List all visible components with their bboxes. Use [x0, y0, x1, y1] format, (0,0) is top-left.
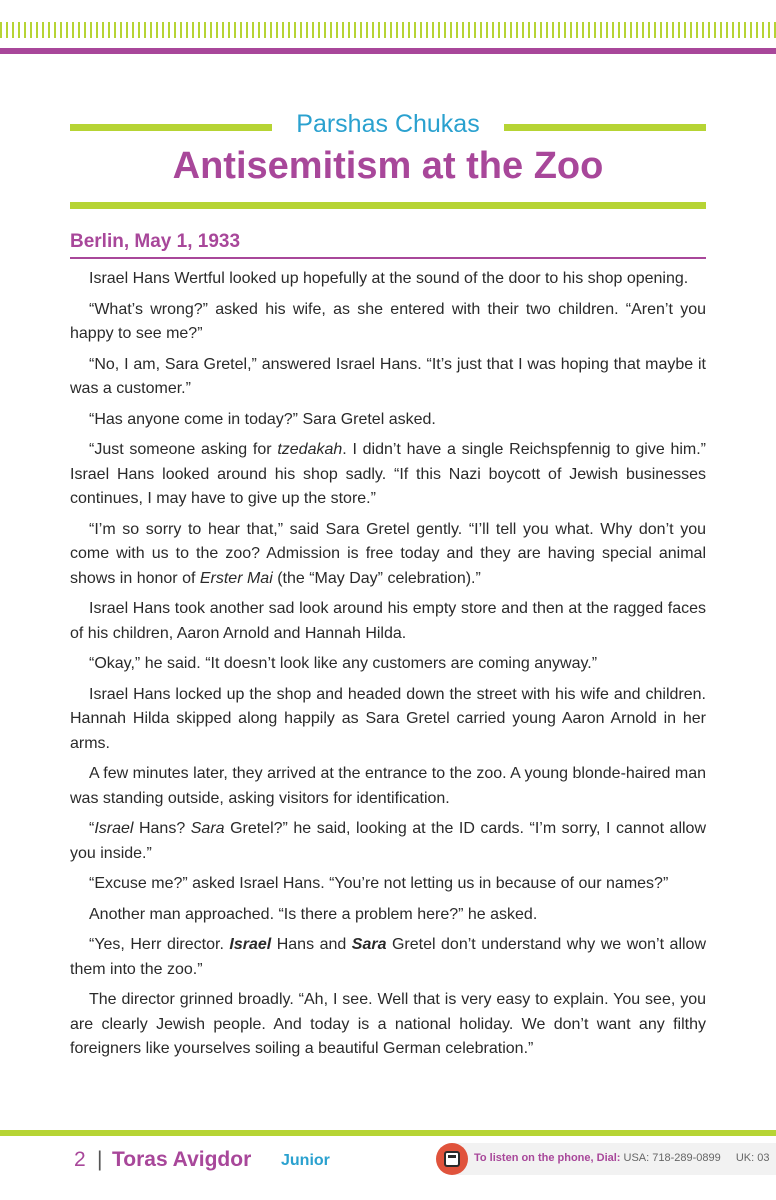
paragraph: A few minutes later, they arrived at the entrance to the zoo. A young blonde-haired man was standing outside, asking visitors for identification.: [70, 765, 706, 807]
paragraph: “Excuse me?” asked Israel Hans. “You’re not letting us in because of our names?”: [89, 875, 669, 892]
phone-lead: To listen on the phone, Dial:: [474, 1152, 621, 1164]
footer-separator: |: [97, 1148, 103, 1171]
paragraph: [70, 817, 706, 866]
text-run: “: [89, 820, 95, 837]
text-run: “I’m so sorry to hear that,” said Sara Gretel gently. “I’ll tell you what. Why don’t you come with us to the zoo? Admission is free today and they are having special animal shows in honor of: [70, 520, 706, 587]
italic-name: Israel: [94, 820, 134, 837]
text-run: “Just someone asking for: [89, 441, 278, 458]
paragraph: [70, 438, 706, 512]
text-run: Hans?: [133, 820, 191, 837]
paragraph: “No, I am, Sara Gretel,” answered Israel Hans. “It’s just that I was hoping that maybe it was a customer.”: [70, 355, 706, 397]
title-underline: [70, 202, 706, 209]
phone-icon: [436, 1143, 468, 1175]
paragraph: [70, 933, 706, 982]
top-purple-bar: [0, 48, 776, 54]
phone-info: [474, 1151, 769, 1165]
bold-italic-name: Israel: [229, 936, 272, 953]
subtitle-row: [70, 108, 706, 144]
text-run: Hans and: [271, 936, 352, 953]
top-decorative-ticks: [0, 22, 776, 38]
footer: [0, 1140, 776, 1180]
text-run: “Yes, Herr director.: [89, 936, 230, 953]
paragraph: Another man approached. “Is there a problem here?” he asked.: [89, 905, 538, 923]
paragraph: Israel Hans locked up the shop and headed down the street with his wife and children. Hannah Hilda skipped along happily as Sara Gretel carried young Aaron Arnold in her arms.: [70, 685, 706, 752]
section-heading: Berlin, May 1, 1933: [70, 229, 706, 259]
brand-junior-text: Junior: [281, 1152, 330, 1169]
paragraph: Israel Hans Wertful looked up hopefully at the sound of the door to his shop opening.: [89, 270, 689, 287]
text-run: Gretel?” he said, looking at the ID cards. “I’m sorry, I cannot allow you inside.”: [70, 820, 707, 862]
italic-name: Sara: [190, 820, 225, 837]
phone-uk: UK: 03: [735, 1152, 770, 1164]
text-run: . I didn’t have a single Reichspfennig to give him.” Israel Hans looked around his shop sadly. “If this Nazi boycott of Jewish businesses continues, I may have to give up the store.”: [70, 441, 706, 507]
parsha-subtitle: Parshas Chukas: [296, 110, 480, 138]
paragraph: The director grinned broadly. “Ah, I see. Well that is very easy to explain. You see, you are clearly Jewish people. And today is a national holiday. We don’t want any filthy foreigners like yourselves soiling a beautiful German celebration.”: [70, 991, 706, 1057]
paragraph: “What’s wrong?” asked his wife, as she entered with their two children. “Aren’t you happy to see me?”: [70, 300, 706, 342]
text-run: Gretel don’t understand why we won’t allow them into the zoo.”: [70, 936, 707, 978]
page-number: 2: [74, 1148, 86, 1171]
paragraph: “Has anyone come in today?” Sara Gretel asked.: [89, 410, 436, 428]
page-title: Antisemitism at the Zoo: [172, 145, 604, 187]
phone-usa: USA: 718-289-0899: [623, 1152, 721, 1164]
bottom-green-bar: [0, 1130, 776, 1136]
bold-italic-name: Sara: [351, 936, 387, 953]
text-run: (the “May Day” celebration).”: [272, 569, 481, 587]
paragraph: “Okay,” he said. “It doesn’t look like any customers are coming anyway.”: [89, 655, 598, 672]
italic-term: tzedakah: [277, 441, 343, 458]
paragraph: Israel Hans took another sad look around his empty store and then at the ragged faces of his children, Aaron Arnold and Hannah Hilda.: [70, 600, 706, 642]
italic-term: Erster Mai: [199, 569, 273, 587]
paragraph: [70, 518, 706, 592]
brand-logo-text: Toras Avigdor: [112, 1148, 252, 1171]
story-body: [70, 267, 706, 1068]
subtitle-right-line: [504, 124, 706, 131]
